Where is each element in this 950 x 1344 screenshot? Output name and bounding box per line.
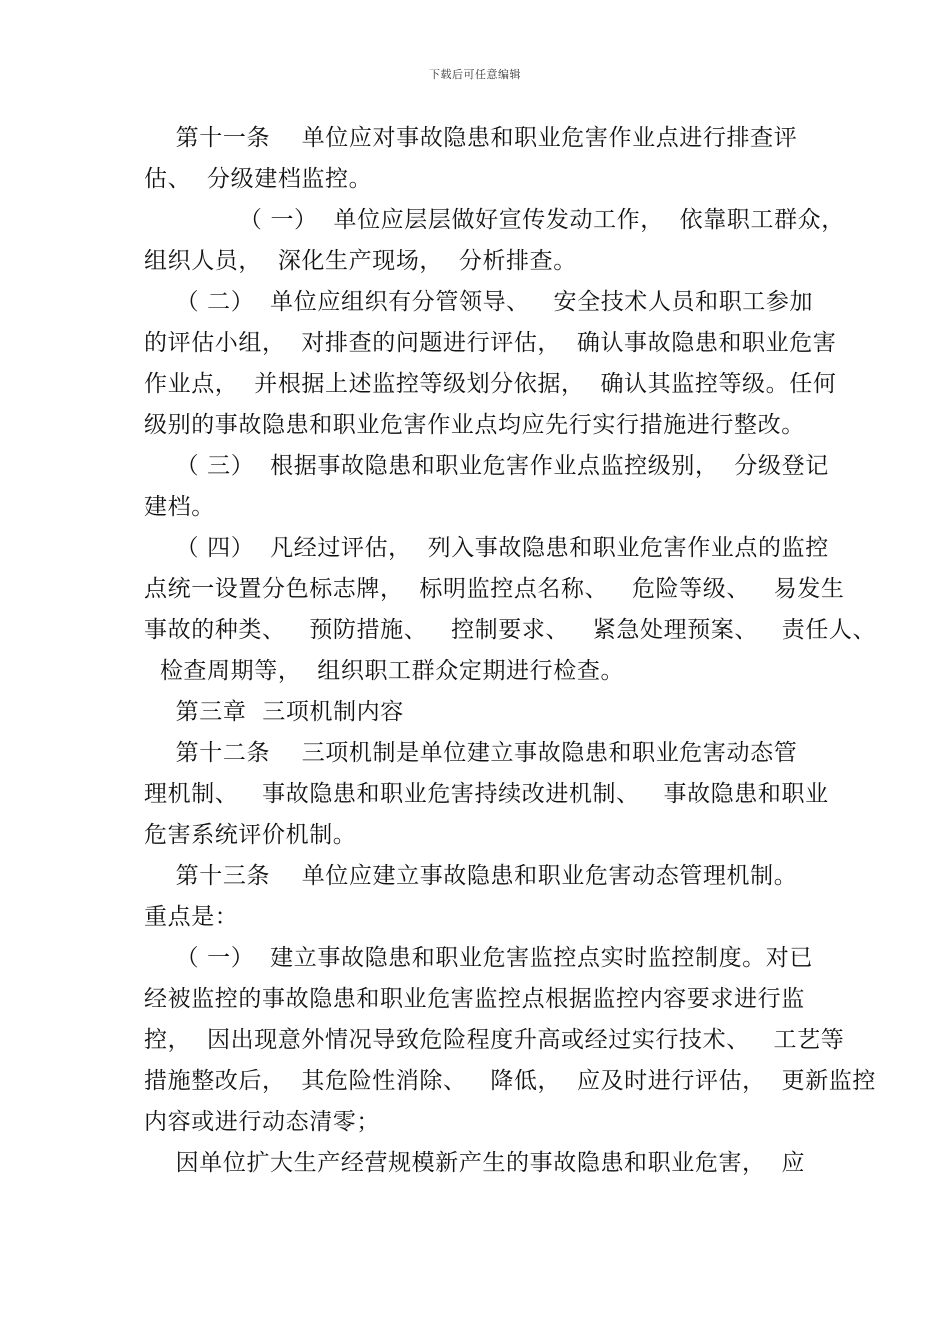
text-line: （ 四） 凡经过评估， 列入事故隐患和职业危害作业点的监控: [144, 535, 829, 561]
text-line: 点统一设置分色标志牌， 标明监控点名称、 危险等级、 易发生: [144, 576, 845, 602]
text-line: 第十三条 单位应建立事故隐患和职业危害动态管理机制。: [144, 863, 798, 889]
text-line: 措施整改后， 其危险性消除、 降低， 应及时进行评估， 更新监控: [144, 1068, 876, 1094]
text-line: 内容或进行动态清零；: [144, 1109, 380, 1135]
text-line: 第十二条 三项机制是单位建立事故隐患和职业危害动态管: [144, 740, 798, 766]
text-line: 作业点， 并根据上述监控等级划分依据， 确认其监控等级。任何: [144, 371, 837, 397]
text-line: 第十一条 单位应对事故隐患和职业危害作业点进行排查评: [144, 125, 798, 151]
text-line: 级别的事故隐患和职业危害作业点均应先行实行措施进行整改。: [144, 412, 805, 438]
text-line: （ 一） 建立事故隐患和职业危害监控点实时监控制度。对已: [144, 945, 813, 971]
text-line: 因单位扩大生产经营规模新产生的事故隐患和职业危害， 应: [144, 1150, 806, 1176]
page-header: 下载后可任意编辑: [429, 68, 521, 81]
text-line: 估、 分级建档监控。: [144, 166, 373, 192]
text-line: 危害系统评价机制。: [144, 822, 357, 848]
text-line: 经被监控的事故隐患和职业危害监控点根据监控内容要求进行监: [144, 986, 805, 1012]
document-body: [144, 118, 877, 1184]
text-line: 控， 因出现意外情况导致危险程度升高或经过实行技术、 工艺等: [144, 1027, 845, 1053]
text-line: 理机制、 事故隐患和职业危害持续改进机制、 事故隐患和职业: [144, 781, 829, 807]
text-line: 检查周期等， 组织职工群众定期进行检查。: [144, 658, 625, 684]
chapter-heading: 第三章 三项机制内容: [144, 699, 404, 725]
text-line: 组织人员， 深化生产现场， 分析排查。: [144, 248, 577, 274]
text-line: 重点是：: [144, 904, 239, 930]
text-line: （ 三） 根据事故隐患和职业危害作业点监控级别， 分级登记: [144, 453, 829, 479]
text-line: （ 二） 单位应组织有分管领导、 安全技术人员和职工参加: [144, 289, 814, 315]
text-line: 的评估小组， 对排查的问题进行评估， 确认事故隐患和职业危害: [144, 330, 837, 356]
text-line: （ 一） 单位应层层做好宣传发动工作， 依靠职工群众，: [144, 207, 845, 233]
text-line: 建档。: [144, 494, 215, 520]
text-line: 事故的种类、 预防措施、 控制要求、 紧急处理预案、 责任人、: [144, 617, 877, 643]
